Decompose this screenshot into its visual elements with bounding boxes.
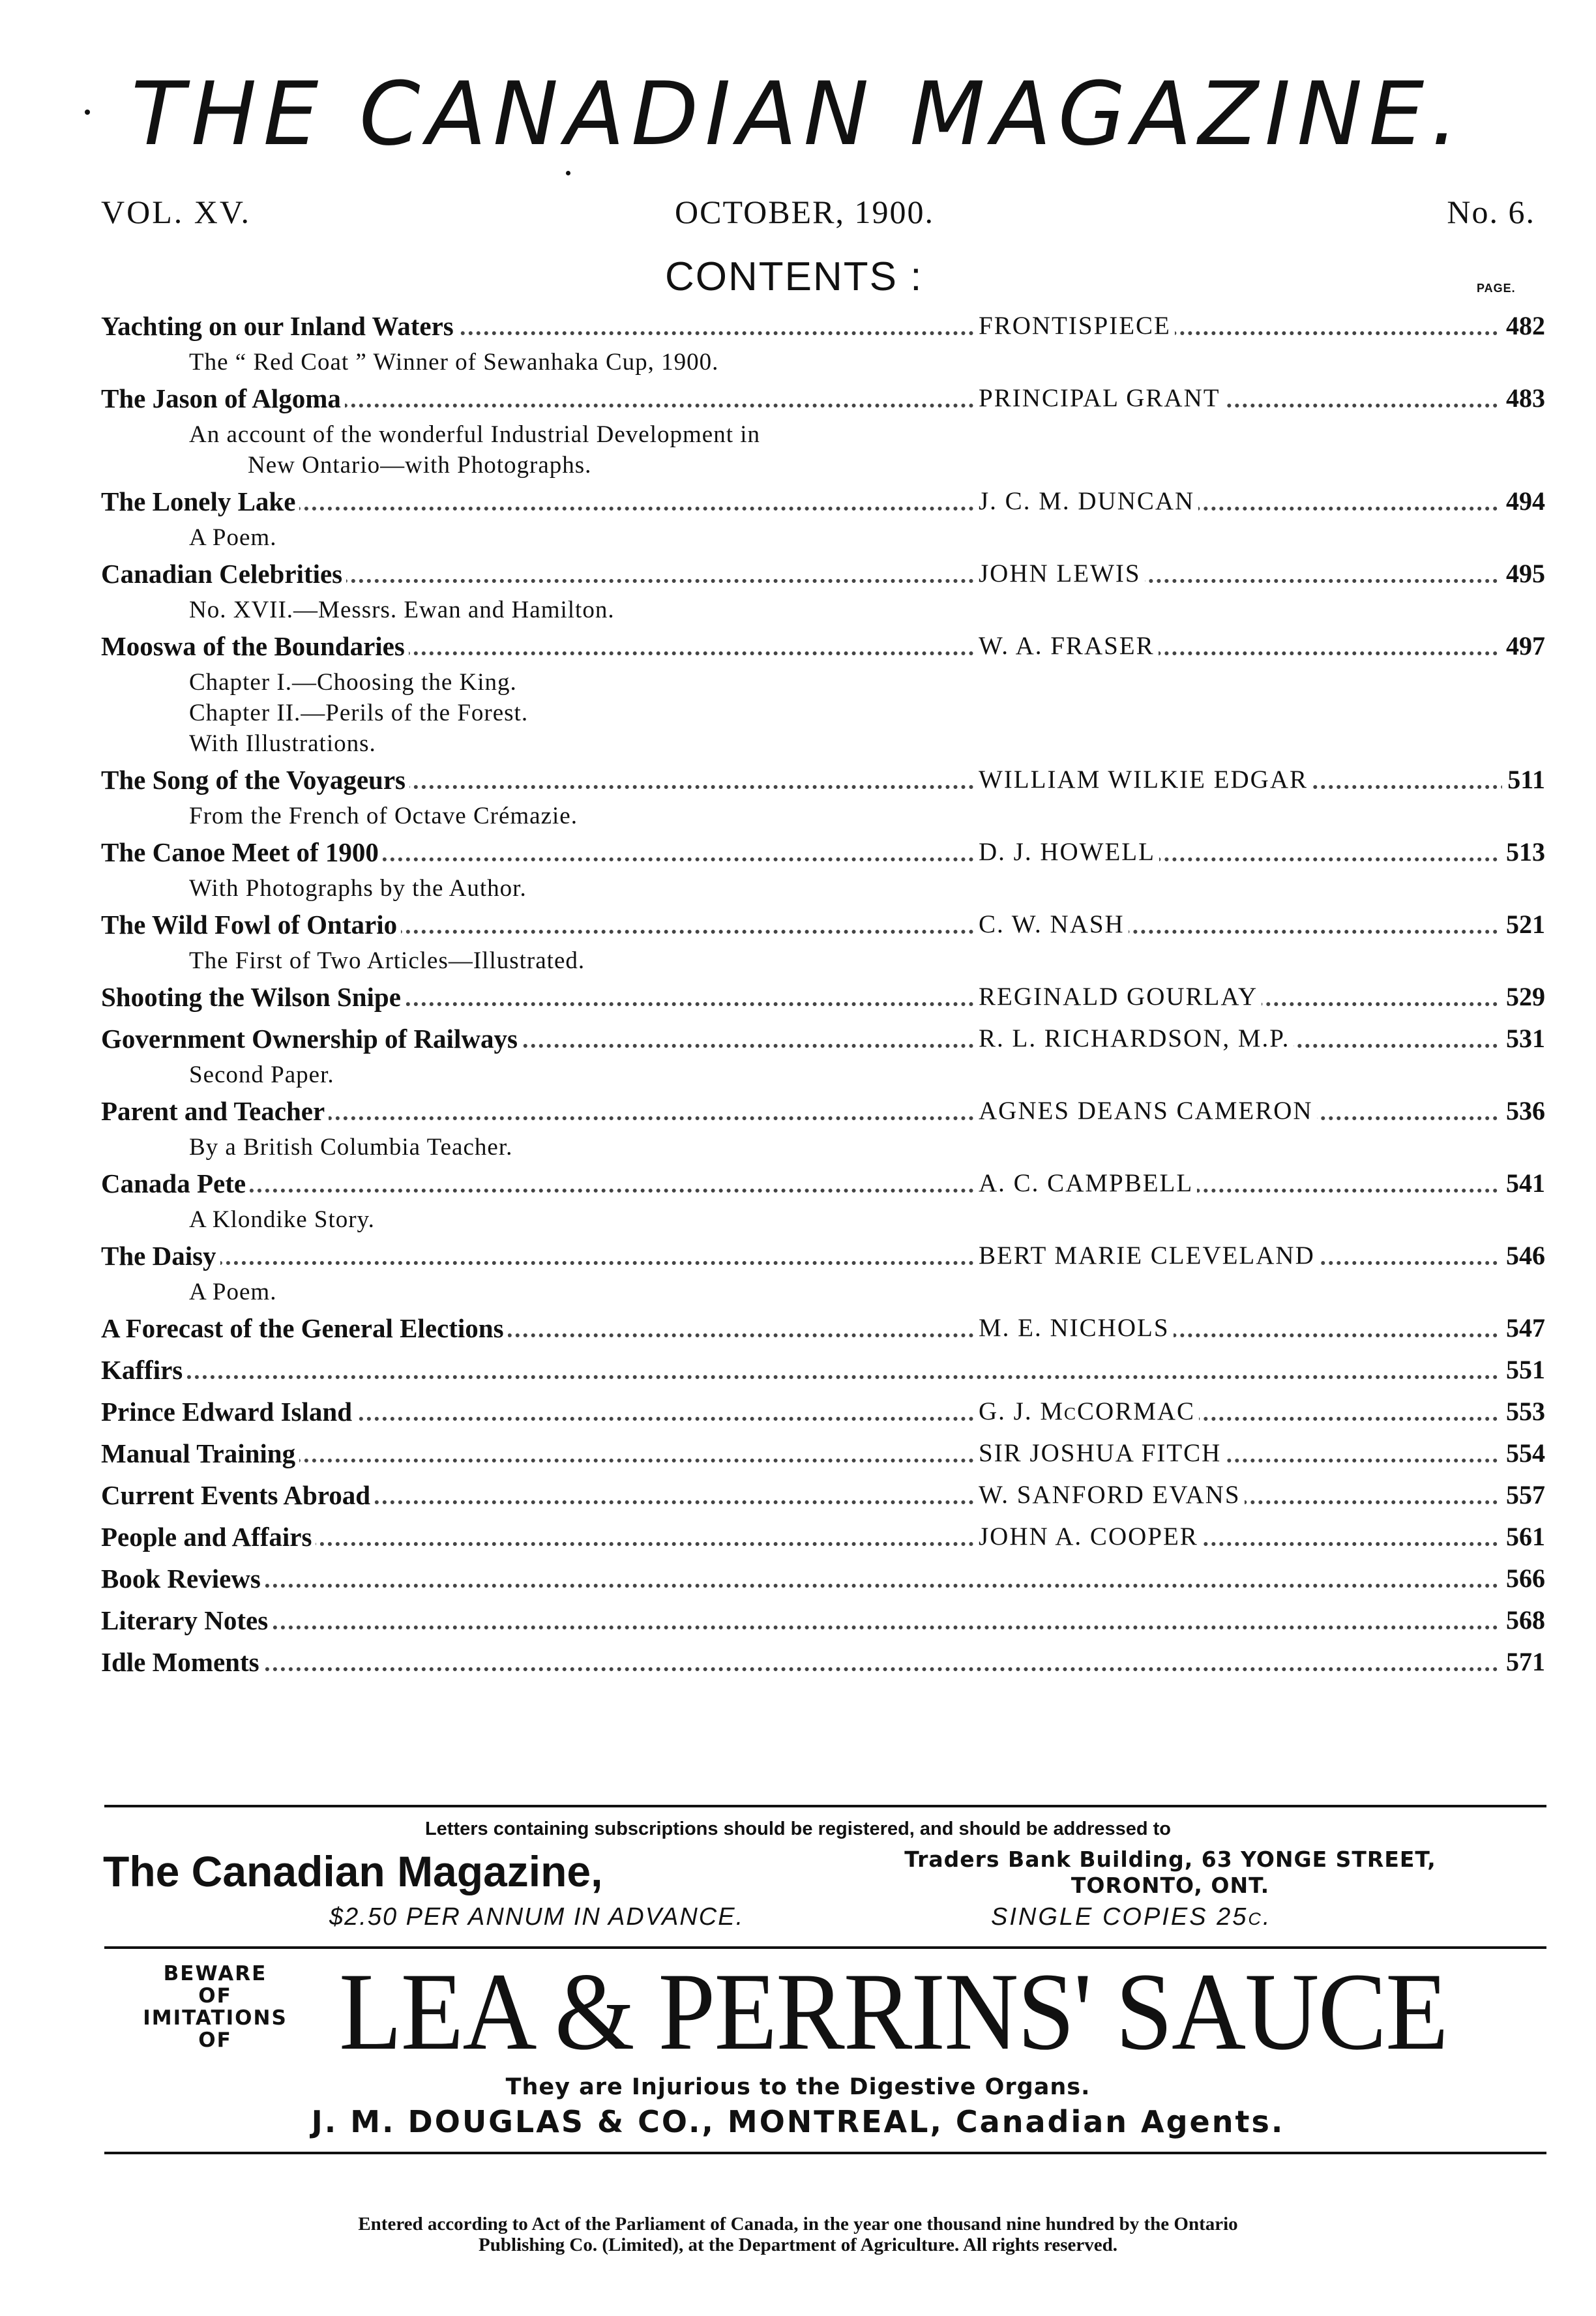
toc-row [101, 1391, 1545, 1433]
divider-rule [104, 1805, 1546, 1807]
toc-entry [101, 553, 1545, 625]
page-column-label: PAGE. [1477, 282, 1516, 295]
toc-row [101, 1018, 1545, 1060]
toc-article-title: Parent and Teacher [101, 1090, 329, 1132]
toc-article-title: Literary Notes [101, 1599, 272, 1641]
contents-heading: CONTENTS : [665, 254, 923, 299]
toc-entry [101, 1018, 1545, 1090]
toc-page-number: 529 [1501, 976, 1545, 1018]
toc-row [101, 976, 1545, 1018]
toc-row [101, 1090, 1545, 1132]
sauce-brand-name: LEA & PERRINS' SAUCE [339, 1950, 1447, 2073]
toc-article-title: The Canoe Meet of 1900 [101, 831, 383, 873]
toc-entry [101, 1599, 1545, 1641]
toc-entry [101, 1641, 1545, 1683]
toc-entry [101, 1391, 1545, 1433]
toc-row [101, 1163, 1545, 1204]
toc-row [101, 1558, 1545, 1599]
toc-subtitle: With Photographs by the Author. [189, 875, 527, 902]
dot-leader [101, 1667, 1545, 1671]
toc-author: JOHN A. COOPER [975, 1516, 1202, 1558]
toc-entry [101, 1558, 1545, 1599]
toc-entry [101, 378, 1545, 481]
toc-article-title: The Lonely Lake [101, 481, 299, 522]
toc-page-number: 494 [1501, 481, 1545, 522]
beware-line: BEWARE [163, 1962, 267, 1985]
toc-author: PRINCIPAL GRANT [975, 378, 1224, 419]
toc-subtitle: A Klondike Story. [189, 1206, 375, 1233]
toc-page-number: 553 [1501, 1391, 1545, 1433]
toc-entry [101, 625, 1545, 759]
toc-page-number: 495 [1501, 553, 1545, 595]
toc-row [101, 759, 1545, 801]
toc-article-title: The Jason of Algoma [101, 378, 345, 419]
toc-article-title: Book Reviews [101, 1558, 265, 1599]
toc-author: C. W. NASH [975, 904, 1129, 945]
toc-subtitle: The “ Red Coat ” Winner of Sewanhaka Cup, 1900. [189, 349, 719, 376]
toc-page-number: 483 [1501, 378, 1545, 419]
publisher-address [792, 1847, 1548, 1899]
toc-entry [101, 1307, 1545, 1349]
toc-article-title: Kaffirs [101, 1349, 186, 1391]
toc-author: FRONTISPIECE [975, 305, 1175, 347]
toc-author: D. J. HOWELL [975, 831, 1159, 873]
toc-subtitle: No. XVII.—Messrs. Ewan and Hamilton. [189, 597, 615, 623]
magazine-name: The Canadian Magazine, [103, 1847, 603, 1895]
table-of-contents [101, 305, 1545, 1683]
toc-author: M. E. NICHOLS [975, 1307, 1174, 1349]
toc-entry [101, 976, 1545, 1018]
toc-subtitle: With Illustrations. [189, 730, 376, 757]
copyright-notice [0, 2214, 1596, 2255]
toc-author: R. L. RICHARDSON, M.P. [975, 1018, 1293, 1060]
toc-page-number: 551 [1501, 1349, 1545, 1391]
toc-article-title: Current Events Abroad [101, 1474, 374, 1516]
toc-article-title: Shooting the Wilson Snipe [101, 976, 405, 1018]
divider-rule [104, 2152, 1546, 2154]
subscription-note: Letters containing subscriptions should be registered, and should be addressed to [424, 1819, 1172, 1839]
ad-warning-line: They are Injurious to the Digestive Organs. [505, 2074, 1091, 2100]
beware-line: IMITATIONS [143, 2006, 288, 2030]
toc-article-title: Canadian Celebrities [101, 553, 346, 595]
toc-page-number: 541 [1501, 1163, 1545, 1204]
toc-author: J. C. M. DUNCAN [975, 481, 1198, 522]
toc-author: AGNES DEANS CAMERON [975, 1090, 1317, 1132]
toc-author: JOHN LEWIS [975, 553, 1145, 595]
dot-leader [101, 1584, 1545, 1588]
toc-row [101, 831, 1545, 873]
toc-author: BERT MARIE CLEVELAND [975, 1235, 1319, 1277]
toc-entry [101, 1516, 1545, 1558]
toc-page-number: 547 [1501, 1307, 1545, 1349]
toc-page-number: 566 [1501, 1558, 1545, 1599]
volume-number: VOL. XV. [101, 194, 252, 230]
toc-entry [101, 831, 1545, 904]
toc-author: W. A. FRASER [975, 625, 1159, 667]
toc-article-title: People and Affairs [101, 1516, 316, 1558]
toc-subtitle: New Ontario—with Photographs. [248, 452, 592, 479]
issue-date: OCTOBER, 1900. [675, 194, 934, 230]
toc-row [101, 1307, 1545, 1349]
toc-article-title: Mooswa of the Boundaries [101, 625, 409, 667]
toc-page-number: 561 [1501, 1516, 1545, 1558]
toc-article-title: The Song of the Voyageurs [101, 759, 409, 801]
toc-row [101, 1349, 1545, 1391]
toc-entry [101, 481, 1545, 553]
toc-article-title: A Forecast of the General Elections [101, 1307, 508, 1349]
dot-leader [101, 1375, 1545, 1379]
toc-article-title: The Wild Fowl of Ontario [101, 904, 401, 945]
dot-leader [101, 507, 1545, 511]
toc-row [101, 1599, 1545, 1641]
magazine-masthead: THE CANADIAN MAGAZINE. [131, 63, 1465, 165]
toc-article-title: Idle Moments [101, 1641, 263, 1683]
toc-author: REGINALD GOURLAY [975, 976, 1262, 1018]
toc-row [101, 1474, 1545, 1516]
toc-row [101, 625, 1545, 667]
toc-page-number: 482 [1501, 305, 1545, 347]
toc-entry [101, 1474, 1545, 1516]
toc-author: W. SANFORD EVANS [975, 1474, 1245, 1516]
toc-page-number: 497 [1501, 625, 1545, 667]
toc-page-number: 568 [1501, 1599, 1545, 1641]
toc-entry [101, 1235, 1545, 1307]
toc-subtitle: Second Paper. [189, 1062, 334, 1088]
copyright-line: Publishing Co. (Limited), at the Department of Agriculture. All rights reserved. [478, 2234, 1117, 2255]
beware-line: OF [198, 2028, 232, 2052]
toc-subtitle: Chapter II.—Perils of the Forest. [189, 700, 529, 726]
toc-entry [101, 904, 1545, 976]
toc-entry [101, 1433, 1545, 1474]
toc-page-number: 571 [1501, 1641, 1545, 1683]
ad-agents-line: J. M. DOUGLAS & CO., MONTREAL, Canadian Agents. [311, 2104, 1285, 2139]
issue-number: No. 6. [1447, 194, 1535, 230]
single-copy-price: SINGLE COPIES 25c. [991, 1903, 1272, 1931]
toc-article-title: Manual Training [101, 1433, 299, 1474]
toc-row [101, 378, 1545, 419]
toc-row [101, 1433, 1545, 1474]
toc-subtitle: A Poem. [189, 524, 277, 551]
dot-leader [101, 1542, 1545, 1546]
toc-subtitle: An account of the wonderful Industrial Development in [189, 421, 761, 448]
toc-entry [101, 1090, 1545, 1163]
address-line: Traders Bank Building, 63 YONGE STREET, [904, 1847, 1436, 1872]
toc-page-number: 546 [1501, 1235, 1545, 1277]
toc-article-title: Yachting on our Inland Waters [101, 305, 458, 347]
toc-row [101, 904, 1545, 945]
dot-leader [101, 1626, 1545, 1629]
toc-subtitle: Chapter I.—Choosing the King. [189, 669, 517, 696]
toc-row [101, 305, 1545, 347]
toc-page-number: 531 [1501, 1018, 1545, 1060]
toc-subtitle: The First of Two Articles—Illustrated. [189, 947, 585, 974]
toc-entry [101, 305, 1545, 378]
dot-leader [101, 1189, 1545, 1193]
toc-author: SIR JOSHUA FITCH [975, 1433, 1225, 1474]
print-speck [566, 171, 570, 175]
toc-page-number: 536 [1501, 1090, 1545, 1132]
toc-row [101, 481, 1545, 522]
toc-author: A. C. CAMPBELL [975, 1163, 1197, 1204]
toc-article-title: The Daisy [101, 1235, 220, 1277]
toc-subtitle: A Poem. [189, 1279, 277, 1305]
toc-subtitle: From the French of Octave Crémazie. [189, 803, 578, 829]
toc-row [101, 1235, 1545, 1277]
toc-author: WILLIAM WILKIE EDGAR [975, 759, 1312, 801]
toc-page-number: 557 [1501, 1474, 1545, 1516]
toc-page-number: 521 [1501, 904, 1545, 945]
toc-article-title: Canada Pete [101, 1163, 250, 1204]
dot-leader [101, 1261, 1545, 1265]
toc-row [101, 1641, 1545, 1683]
toc-page-number: 511 [1502, 759, 1545, 801]
toc-subtitle: By a British Columbia Teacher. [189, 1134, 513, 1161]
dot-leader [101, 1459, 1545, 1462]
toc-article-title: Prince Edward Island [101, 1391, 356, 1433]
address-line: TORONTO, ONT. [1071, 1873, 1270, 1898]
toc-entry [101, 759, 1545, 831]
toc-row [101, 553, 1545, 595]
copyright-line: Entered according to Act of the Parliament of Canada, in the year one thousand nine hundred by the Ontario [358, 2214, 1238, 2234]
toc-row [101, 1516, 1545, 1558]
toc-entry [101, 1163, 1545, 1235]
toc-article-title: Government Ownership of Railways [101, 1018, 522, 1060]
beware-line: OF [198, 1984, 232, 2008]
issue-line [101, 186, 1535, 238]
annual-price: $2.50 PER ANNUM IN ADVANCE. [329, 1903, 745, 1931]
toc-author: G. J. McCORMAC [975, 1391, 1199, 1433]
beware-imitations [111, 1963, 319, 2051]
toc-page-number: 513 [1501, 831, 1545, 873]
toc-entry [101, 1349, 1545, 1391]
toc-page-number: 554 [1501, 1433, 1545, 1474]
